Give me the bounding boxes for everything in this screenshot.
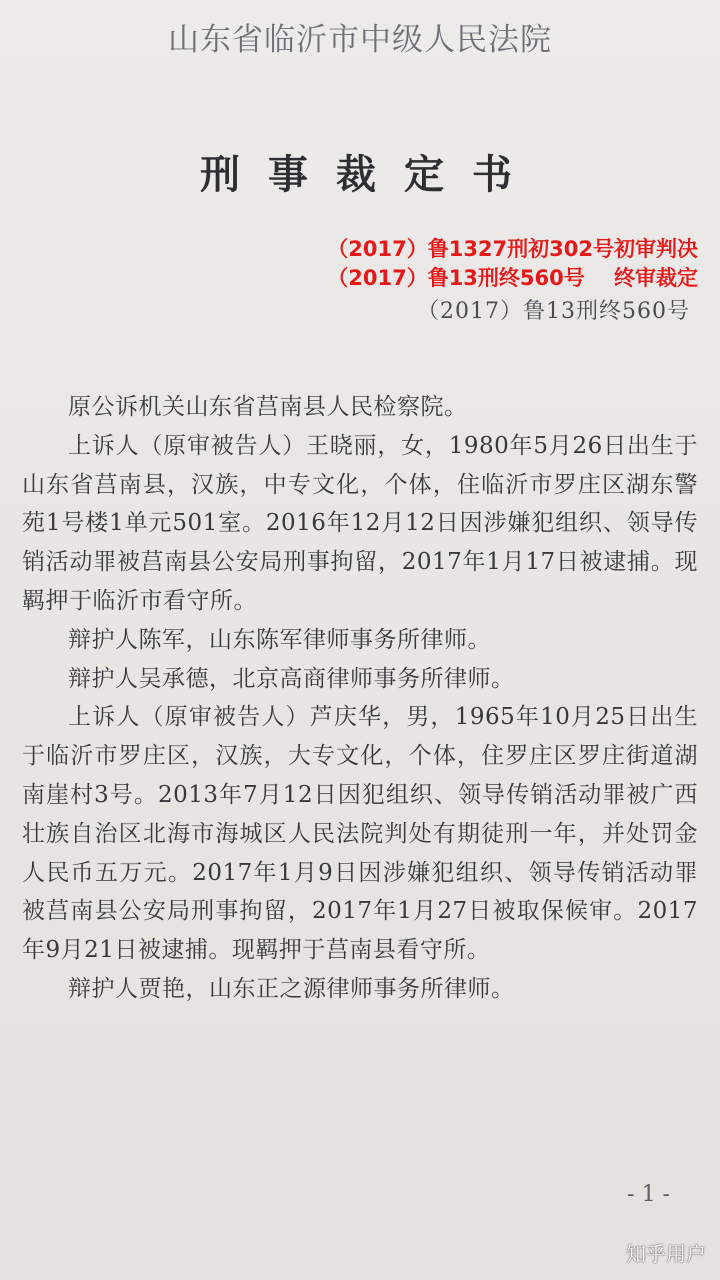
court-name: 山东省临沂市中级人民法院 [168, 22, 552, 58]
red-annotation-first-instance: （2017）鲁1327刑初302号初审判决 [327, 237, 698, 261]
document-body [22, 388, 698, 1009]
red-annotation-final-ruling: （2017）鲁13刑终560号 终审裁定 [327, 266, 698, 290]
paragraph-defender-wu: 辩护人吴承德，北京高商律师事务所律师。 [68, 665, 515, 692]
document-title: 刑事裁定书 [200, 151, 540, 198]
paragraph-appellant-lu: 上诉人（原审被告人）芦庆华，男，1965年10月25日出生于临沂市罗庄区，汉族，大专文化，个体，住罗庄区罗庄街道湖南崖村3号。2013年7月12日因犯组织、领导传销活动罪被广西壮族自治区北海市海城区人民法院判处有期徒刑一年，并处罚金人民币五万元。2017年1月9日因涉嫌犯组织、领导传销活动罪被莒南县公安局刑事拘留，2017年1月27日被取保候审。2017年9月21日被逮捕。现羁押于莒南县看守所。 [22, 704, 698, 964]
paragraph-defender-chen: 辩护人陈军，山东陈军律师事务所律师。 [68, 626, 491, 653]
case-number: （2017）鲁13刑终560号 [417, 299, 690, 324]
paragraph-defender-jia: 辩护人贾艳，山东正之源律师事务所律师。 [68, 975, 515, 1002]
page-number: - 1 - [627, 1182, 670, 1207]
watermark: 知乎用户 [626, 1242, 706, 1266]
paragraph-prosecutor: 原公诉机关山东省莒南县人民检察院。 [68, 394, 468, 420]
paragraph-appellant-wang: 上诉人（原审被告人）王晓丽，女，1980年5月26日出生于山东省莒南县，汉族，中专文化，个体，住临沂市罗庄区湖东警苑1号楼1单元501室。2016年12月12日因涉嫌犯组织、领导传销活动罪被莒南县公安局刑事拘留，2017年1月17日被逮捕。现羁押于临沂市看守所。 [22, 432, 698, 614]
